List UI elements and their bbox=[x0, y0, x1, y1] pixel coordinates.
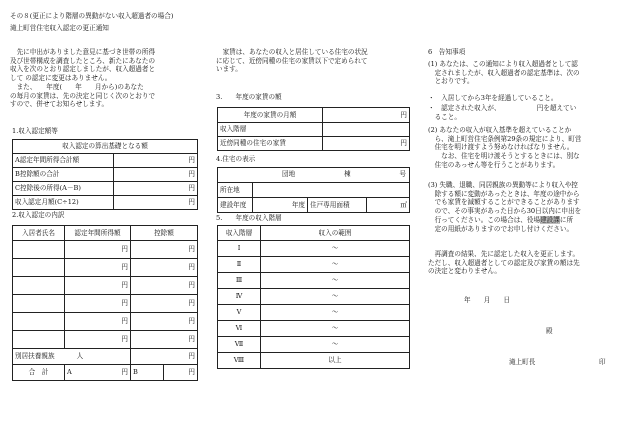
year-unit: 年度 bbox=[253, 198, 308, 213]
col-header-level: 収入階層 bbox=[218, 226, 261, 241]
family-label: 別居扶養親族 bbox=[15, 352, 55, 361]
range-cell: 〜 bbox=[261, 273, 410, 289]
row-label: C控除後の所得(A－B) bbox=[13, 182, 114, 196]
row-label: A認定年間所得合計額 bbox=[13, 154, 114, 168]
row-unit: 円 bbox=[114, 182, 198, 196]
range-cell: 〜 bbox=[261, 337, 410, 353]
table-row bbox=[218, 353, 410, 369]
unit-yen: 円 bbox=[130, 331, 197, 349]
intro-paragraph: 先に申出がありました意見に基づき世帯の所得 及び世帯構成を調査したところ、新たにあなたの 収入を次のとおり認定しましたが、収入超過者と して の認定に変更はありません。 また、 年度( 年 月から)のあなた の毎月の家賃は、先の決定と同じく次のとおりで すので、併せてお知らせします。 bbox=[10, 48, 156, 109]
family-row bbox=[13, 349, 198, 365]
notice-item-2: (2) あなたの収入が収入基準を超えていることか ら、滝上町営住宅条例第29条の規定により、町営 住宅を明け渡すよう努めなければなりません。 なお、住宅を明け渡そうとするときには、別な 住宅のあっせん等を行うことがあります。 bbox=[428, 126, 582, 169]
notice-items-title: 6 告知事項 bbox=[428, 48, 466, 56]
unit-yen: 円 bbox=[130, 313, 197, 331]
table-row bbox=[218, 305, 410, 321]
level-label: Ⅳ bbox=[218, 289, 261, 305]
unit-yen: 円 bbox=[121, 368, 128, 377]
section-5-title: 5. 年度の収入階層 bbox=[216, 214, 282, 222]
section-3-title: 3. 年度の家賃の額 bbox=[216, 93, 282, 101]
row-unit bbox=[323, 123, 410, 137]
level-label: Ⅱ bbox=[218, 257, 261, 273]
table-row bbox=[218, 321, 410, 337]
row-unit: 円 bbox=[114, 196, 198, 210]
rent-explanation: 家賃は、あなたの収入と居住している住宅の状況 に応じて、近傍同種の住宅の家賃以下で定められて います。 bbox=[216, 48, 368, 74]
row-unit: 円 bbox=[323, 137, 410, 151]
row-unit: 円 bbox=[114, 154, 198, 168]
level-label: Ⅰ bbox=[218, 241, 261, 257]
row-label: 収入認定月額(C÷12) bbox=[13, 196, 114, 210]
floor-area-label: 住戸専用面積 bbox=[308, 198, 367, 213]
col-header-name: 入居者氏名 bbox=[13, 226, 65, 241]
income-breakdown-table bbox=[12, 225, 198, 381]
label-b: B bbox=[132, 368, 138, 377]
notice-type-heading: その８(更正により階層の異動がない収入超過者の場合) bbox=[10, 12, 174, 20]
level-label: Ⅲ bbox=[218, 273, 261, 289]
level-label: Ⅷ bbox=[218, 353, 261, 369]
label-a: A bbox=[67, 368, 72, 377]
unit-yen: 円 bbox=[130, 241, 197, 259]
notice-item-3-text-end: に所 定の用紙がありますのでお申し付けください。 bbox=[434, 215, 574, 233]
closing-paragraph: 再調査の結果、先に認定した収入を更正します。 ただし、収入超過者としての認定及び家賃の額は先 の決定と変わりません。 bbox=[428, 250, 580, 276]
table-row bbox=[218, 257, 410, 273]
total-label: 合 計 bbox=[13, 365, 65, 381]
unit-yen: 円 bbox=[65, 313, 131, 331]
gou-label: 号 bbox=[399, 170, 406, 178]
row-label: 近傍同種の住宅の家賃 bbox=[218, 137, 323, 151]
unit-yen: 円 bbox=[130, 259, 197, 277]
income-base-table bbox=[12, 139, 198, 210]
table-row bbox=[218, 289, 410, 305]
col-header-income: 認定年間所得額 bbox=[65, 226, 131, 241]
notice-item-3-text: (3) 失職、退職、同居親族の異動等により収入や控 除する額に変動があったときは、年度の途中から でも家賃を減額することができることがあります ので、その事実があった日から30日以内に申出を 行ってください。この場合は、役場 bbox=[428, 181, 582, 224]
col-header-range: 収入の範囲 bbox=[261, 226, 410, 241]
table-row bbox=[13, 313, 198, 331]
date-line: 年 月 日 bbox=[464, 296, 511, 304]
unit-yen: 円 bbox=[65, 331, 131, 349]
level-label: Ⅶ bbox=[218, 337, 261, 353]
row-label: 収入階層 bbox=[218, 123, 323, 137]
range-cell: 以上 bbox=[261, 353, 410, 369]
range-cell: 〜 bbox=[261, 321, 410, 337]
unit-yen: 円 bbox=[65, 277, 131, 295]
section-4-title: 4.住宅の表示 bbox=[216, 155, 256, 163]
m2-unit: ㎡ bbox=[367, 198, 410, 213]
total-row bbox=[13, 365, 198, 381]
table-row bbox=[13, 295, 198, 313]
row-unit: 円 bbox=[114, 168, 198, 182]
table-row bbox=[218, 337, 410, 353]
table-row bbox=[13, 331, 198, 349]
housing-table bbox=[217, 167, 410, 213]
range-cell: 〜 bbox=[261, 257, 410, 273]
range-cell: 〜 bbox=[261, 289, 410, 305]
range-cell: 〜 bbox=[261, 305, 410, 321]
unit-yen: 円 bbox=[65, 295, 131, 313]
seal-mark: 印 bbox=[599, 358, 606, 366]
unit-yen: 円 bbox=[164, 365, 198, 381]
section-1-title: 1.収入認定額等 bbox=[12, 127, 58, 135]
row-label: 年度の家賃の月額 bbox=[218, 108, 323, 123]
tou-label: 棟 bbox=[344, 170, 351, 178]
notice-item-1: (1) あなたは、この通知により収入超過者として認 定されましたが、収入超過者の認定基準は、次の とおりです。 bbox=[428, 60, 580, 86]
table-row bbox=[13, 259, 198, 277]
danchi-label: 団地 bbox=[282, 170, 296, 178]
highlighted-department: 建設課 bbox=[540, 215, 560, 224]
person-unit: 人 bbox=[76, 352, 84, 361]
unit-yen: 円 bbox=[65, 241, 131, 259]
table-row bbox=[13, 277, 198, 295]
rent-table bbox=[217, 107, 410, 151]
sender-name: 滝上町長 bbox=[509, 358, 536, 366]
row-label: B控除額の合計 bbox=[13, 168, 114, 182]
unit-yen: 円 bbox=[130, 277, 197, 295]
unit-yen: 円 bbox=[130, 349, 197, 365]
document-title: 滝上町営住宅収入認定の更正通知 bbox=[10, 24, 109, 32]
income-level-table bbox=[217, 225, 410, 369]
criterion-1: ・ 入居してから3年を経過していること。 bbox=[428, 94, 558, 102]
table-row bbox=[13, 241, 198, 259]
level-label: Ⅵ bbox=[218, 321, 261, 337]
unit-yen: 円 bbox=[65, 259, 131, 277]
addressee-suffix: 殿 bbox=[546, 327, 553, 335]
table-row bbox=[218, 273, 410, 289]
range-cell: 〜 bbox=[261, 241, 410, 257]
col-header-deduction: 控除額 bbox=[130, 226, 197, 241]
income-base-header: 収入認定の算出基礎となる額 bbox=[13, 140, 198, 154]
criterion-2: ・ 認定された収入が、 円を超えてい ること。 bbox=[428, 104, 577, 121]
unit-yen: 円 bbox=[130, 295, 197, 313]
address-label: 所在地 bbox=[218, 183, 253, 198]
section-2-title: 2.収入認定の内訳 bbox=[12, 211, 65, 219]
table-row bbox=[218, 241, 410, 257]
level-label: Ⅴ bbox=[218, 305, 261, 321]
construction-year-label: 建設年度 bbox=[218, 198, 253, 213]
notice-item-3 bbox=[428, 181, 624, 233]
row-unit: 円 bbox=[323, 108, 410, 123]
